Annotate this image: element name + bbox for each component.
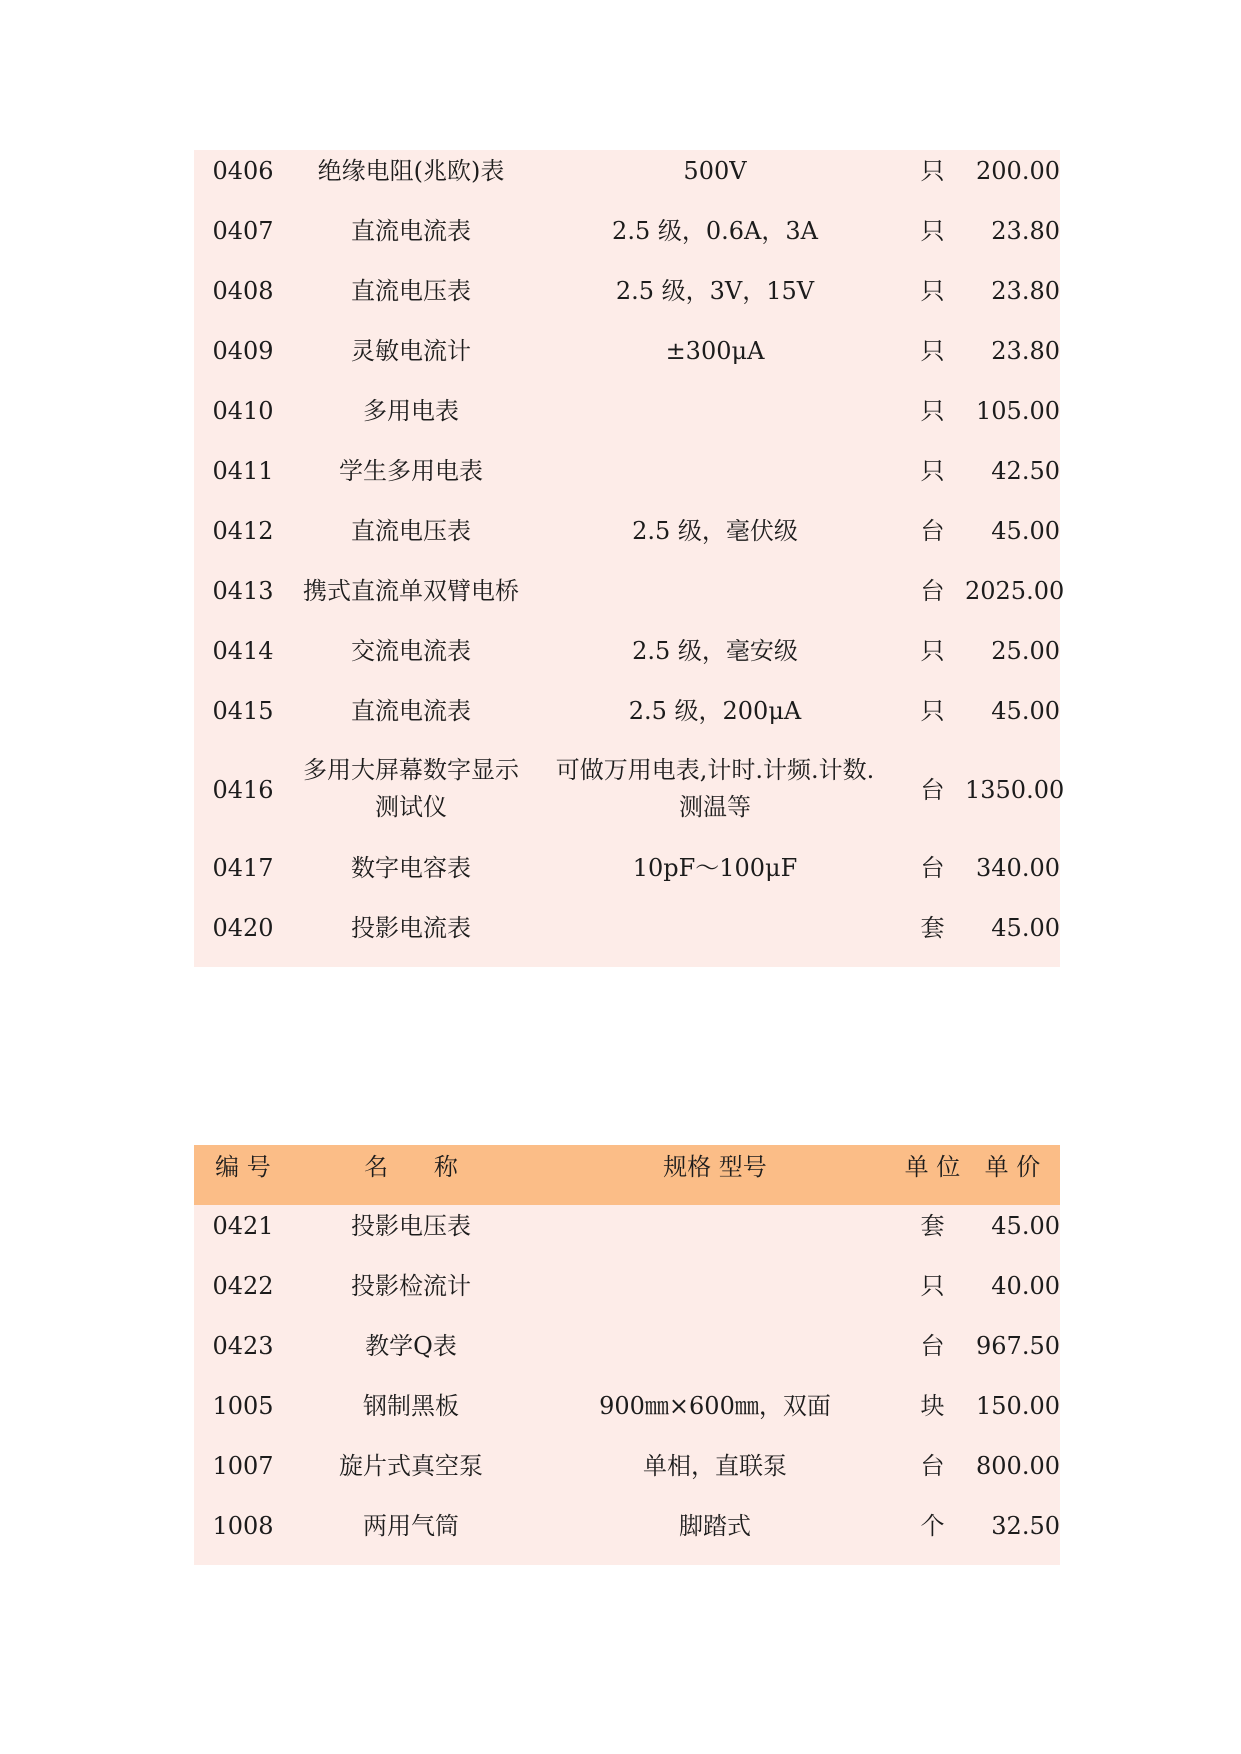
item-unit: 只 <box>920 1272 945 1300</box>
item-spec <box>530 1205 900 1265</box>
table-row <box>194 390 1060 450</box>
item-name: 携式直流单双臂电桥 <box>303 577 519 605</box>
item-price: 105.00 <box>976 397 1060 425</box>
item-code: 0407 <box>212 217 274 245</box>
table-row <box>194 510 1060 570</box>
item-name: 投影电压表 <box>351 1212 471 1240</box>
table-row <box>194 750 1065 847</box>
item-unit: 台 <box>920 1332 945 1360</box>
item-price: 45.00 <box>991 697 1060 725</box>
item-code: 0414 <box>212 637 274 665</box>
table-row <box>194 210 1060 270</box>
table-row <box>194 330 1060 390</box>
table-row <box>194 1325 1060 1385</box>
item-name: 直流电压表 <box>351 517 471 545</box>
table-header-row <box>194 1145 1060 1205</box>
item-name: 投影电流表 <box>351 914 471 942</box>
item-code: 1005 <box>212 1392 274 1420</box>
item-name: 灵敏电流计 <box>351 337 471 365</box>
item-price: 1350.00 <box>965 776 1065 804</box>
item-name: 直流电流表 <box>351 217 471 245</box>
item-price: 23.80 <box>991 277 1060 305</box>
item-spec <box>530 390 900 450</box>
item-price: 150.00 <box>976 1392 1060 1420</box>
item-code: 0413 <box>212 577 274 605</box>
item-code: 0417 <box>212 854 274 882</box>
item-name: 多用大屏幕数字显示测试仪 <box>302 756 519 821</box>
header-spec: 规格 型号 <box>663 1153 767 1181</box>
item-unit: 台 <box>920 577 945 605</box>
table-row <box>194 1265 1060 1325</box>
item-code: 0423 <box>212 1332 274 1360</box>
item-spec: 900㎜×600㎜，双面 <box>599 1392 831 1420</box>
item-code: 0416 <box>212 776 274 804</box>
item-spec: 2.5 级，200μA <box>628 697 802 725</box>
item-name: 直流电压表 <box>351 277 471 305</box>
item-price: 32.50 <box>991 1512 1060 1540</box>
table-row <box>194 630 1060 690</box>
item-name: 绝缘电阻(兆欧)表 <box>317 157 505 185</box>
table-row <box>194 570 1065 630</box>
item-price: 2025.00 <box>965 577 1065 605</box>
item-price: 40.00 <box>991 1272 1060 1300</box>
item-unit: 台 <box>920 517 945 545</box>
table-row <box>194 150 1060 210</box>
item-price: 45.00 <box>991 517 1060 545</box>
item-name: 投影检流计 <box>351 1272 471 1300</box>
item-price: 200.00 <box>976 157 1060 185</box>
item-spec: 2.5 级，毫伏级 <box>632 517 798 545</box>
header-code: 编 号 <box>215 1153 271 1181</box>
item-code: 0411 <box>212 457 274 485</box>
item-spec <box>530 1325 900 1385</box>
item-price: 45.00 <box>991 914 1060 942</box>
item-code: 0408 <box>212 277 274 305</box>
item-unit: 台 <box>920 776 945 804</box>
item-code: 0409 <box>212 337 274 365</box>
item-unit: 台 <box>920 1452 945 1480</box>
table-row <box>194 270 1060 330</box>
header-name: 名 称 <box>364 1153 458 1181</box>
item-price: 340.00 <box>976 854 1060 882</box>
item-spec: 10pF～100μF <box>632 854 798 882</box>
item-spec: 单相，直联泵 <box>643 1452 787 1480</box>
item-price: 800.00 <box>976 1452 1060 1480</box>
table-row <box>194 1385 1060 1445</box>
table-body <box>194 1205 1060 1565</box>
table-row <box>194 450 1060 510</box>
item-spec: 500V <box>683 157 747 185</box>
item-unit: 个 <box>920 1512 945 1540</box>
item-name: 数字电容表 <box>351 854 471 882</box>
table-row <box>194 847 1060 907</box>
item-name: 教学Q表 <box>365 1332 457 1360</box>
table-body <box>194 150 1065 967</box>
table-row <box>194 1505 1060 1565</box>
item-unit: 只 <box>920 457 945 485</box>
price-table-2 <box>194 1145 1060 1565</box>
item-price: 25.00 <box>991 637 1060 665</box>
item-code: 0415 <box>212 697 274 725</box>
table-row <box>194 1205 1060 1265</box>
item-name: 直流电流表 <box>351 697 471 725</box>
item-code: 1007 <box>212 1452 274 1480</box>
item-spec: 脚踏式 <box>679 1512 751 1540</box>
item-price: 45.00 <box>991 1212 1060 1240</box>
item-name: 旋片式真空泵 <box>339 1452 483 1480</box>
item-unit: 只 <box>920 277 945 305</box>
item-unit: 套 <box>920 1212 945 1240</box>
item-price: 967.50 <box>976 1332 1060 1360</box>
item-name: 交流电流表 <box>351 637 471 665</box>
price-table-1 <box>194 150 1065 967</box>
item-code: 0410 <box>212 397 274 425</box>
item-name: 钢制黑板 <box>363 1392 459 1420</box>
item-spec: ±300μA <box>665 337 765 365</box>
item-spec <box>530 570 900 630</box>
item-spec <box>530 1265 900 1325</box>
header-price: 单 价 <box>984 1153 1041 1181</box>
item-code: 0420 <box>212 914 274 942</box>
item-price: 23.80 <box>991 337 1060 365</box>
item-spec: 2.5 级，0.6A，3A <box>612 217 818 245</box>
item-name: 学生多用电表 <box>339 457 483 485</box>
item-unit: 台 <box>920 854 945 882</box>
item-unit: 只 <box>920 217 945 245</box>
item-unit: 套 <box>920 914 945 942</box>
table-row <box>194 1445 1060 1505</box>
item-code: 1008 <box>212 1512 274 1540</box>
item-unit: 只 <box>920 697 945 725</box>
header-unit: 单 位 <box>904 1153 961 1181</box>
item-code: 0406 <box>212 157 274 185</box>
item-spec: 可做万用电表,计时.计频.计数.测温等 <box>555 756 875 821</box>
table-row <box>194 690 1060 750</box>
item-code: 0421 <box>212 1212 274 1240</box>
item-code: 0412 <box>212 517 274 545</box>
item-name: 两用气筒 <box>363 1512 459 1540</box>
item-unit: 块 <box>920 1392 945 1420</box>
item-price: 23.80 <box>991 217 1060 245</box>
item-name: 多用电表 <box>363 397 459 425</box>
item-spec <box>530 450 900 510</box>
item-spec: 2.5 级，3V，15V <box>615 277 815 305</box>
item-spec <box>530 907 900 967</box>
item-unit: 只 <box>920 337 945 365</box>
item-unit: 只 <box>920 637 945 665</box>
item-spec: 2.5 级，毫安级 <box>632 637 798 665</box>
item-unit: 只 <box>920 397 945 425</box>
table-row <box>194 907 1060 967</box>
item-price: 42.50 <box>991 457 1060 485</box>
item-code: 0422 <box>212 1272 274 1300</box>
item-unit: 只 <box>920 157 945 185</box>
